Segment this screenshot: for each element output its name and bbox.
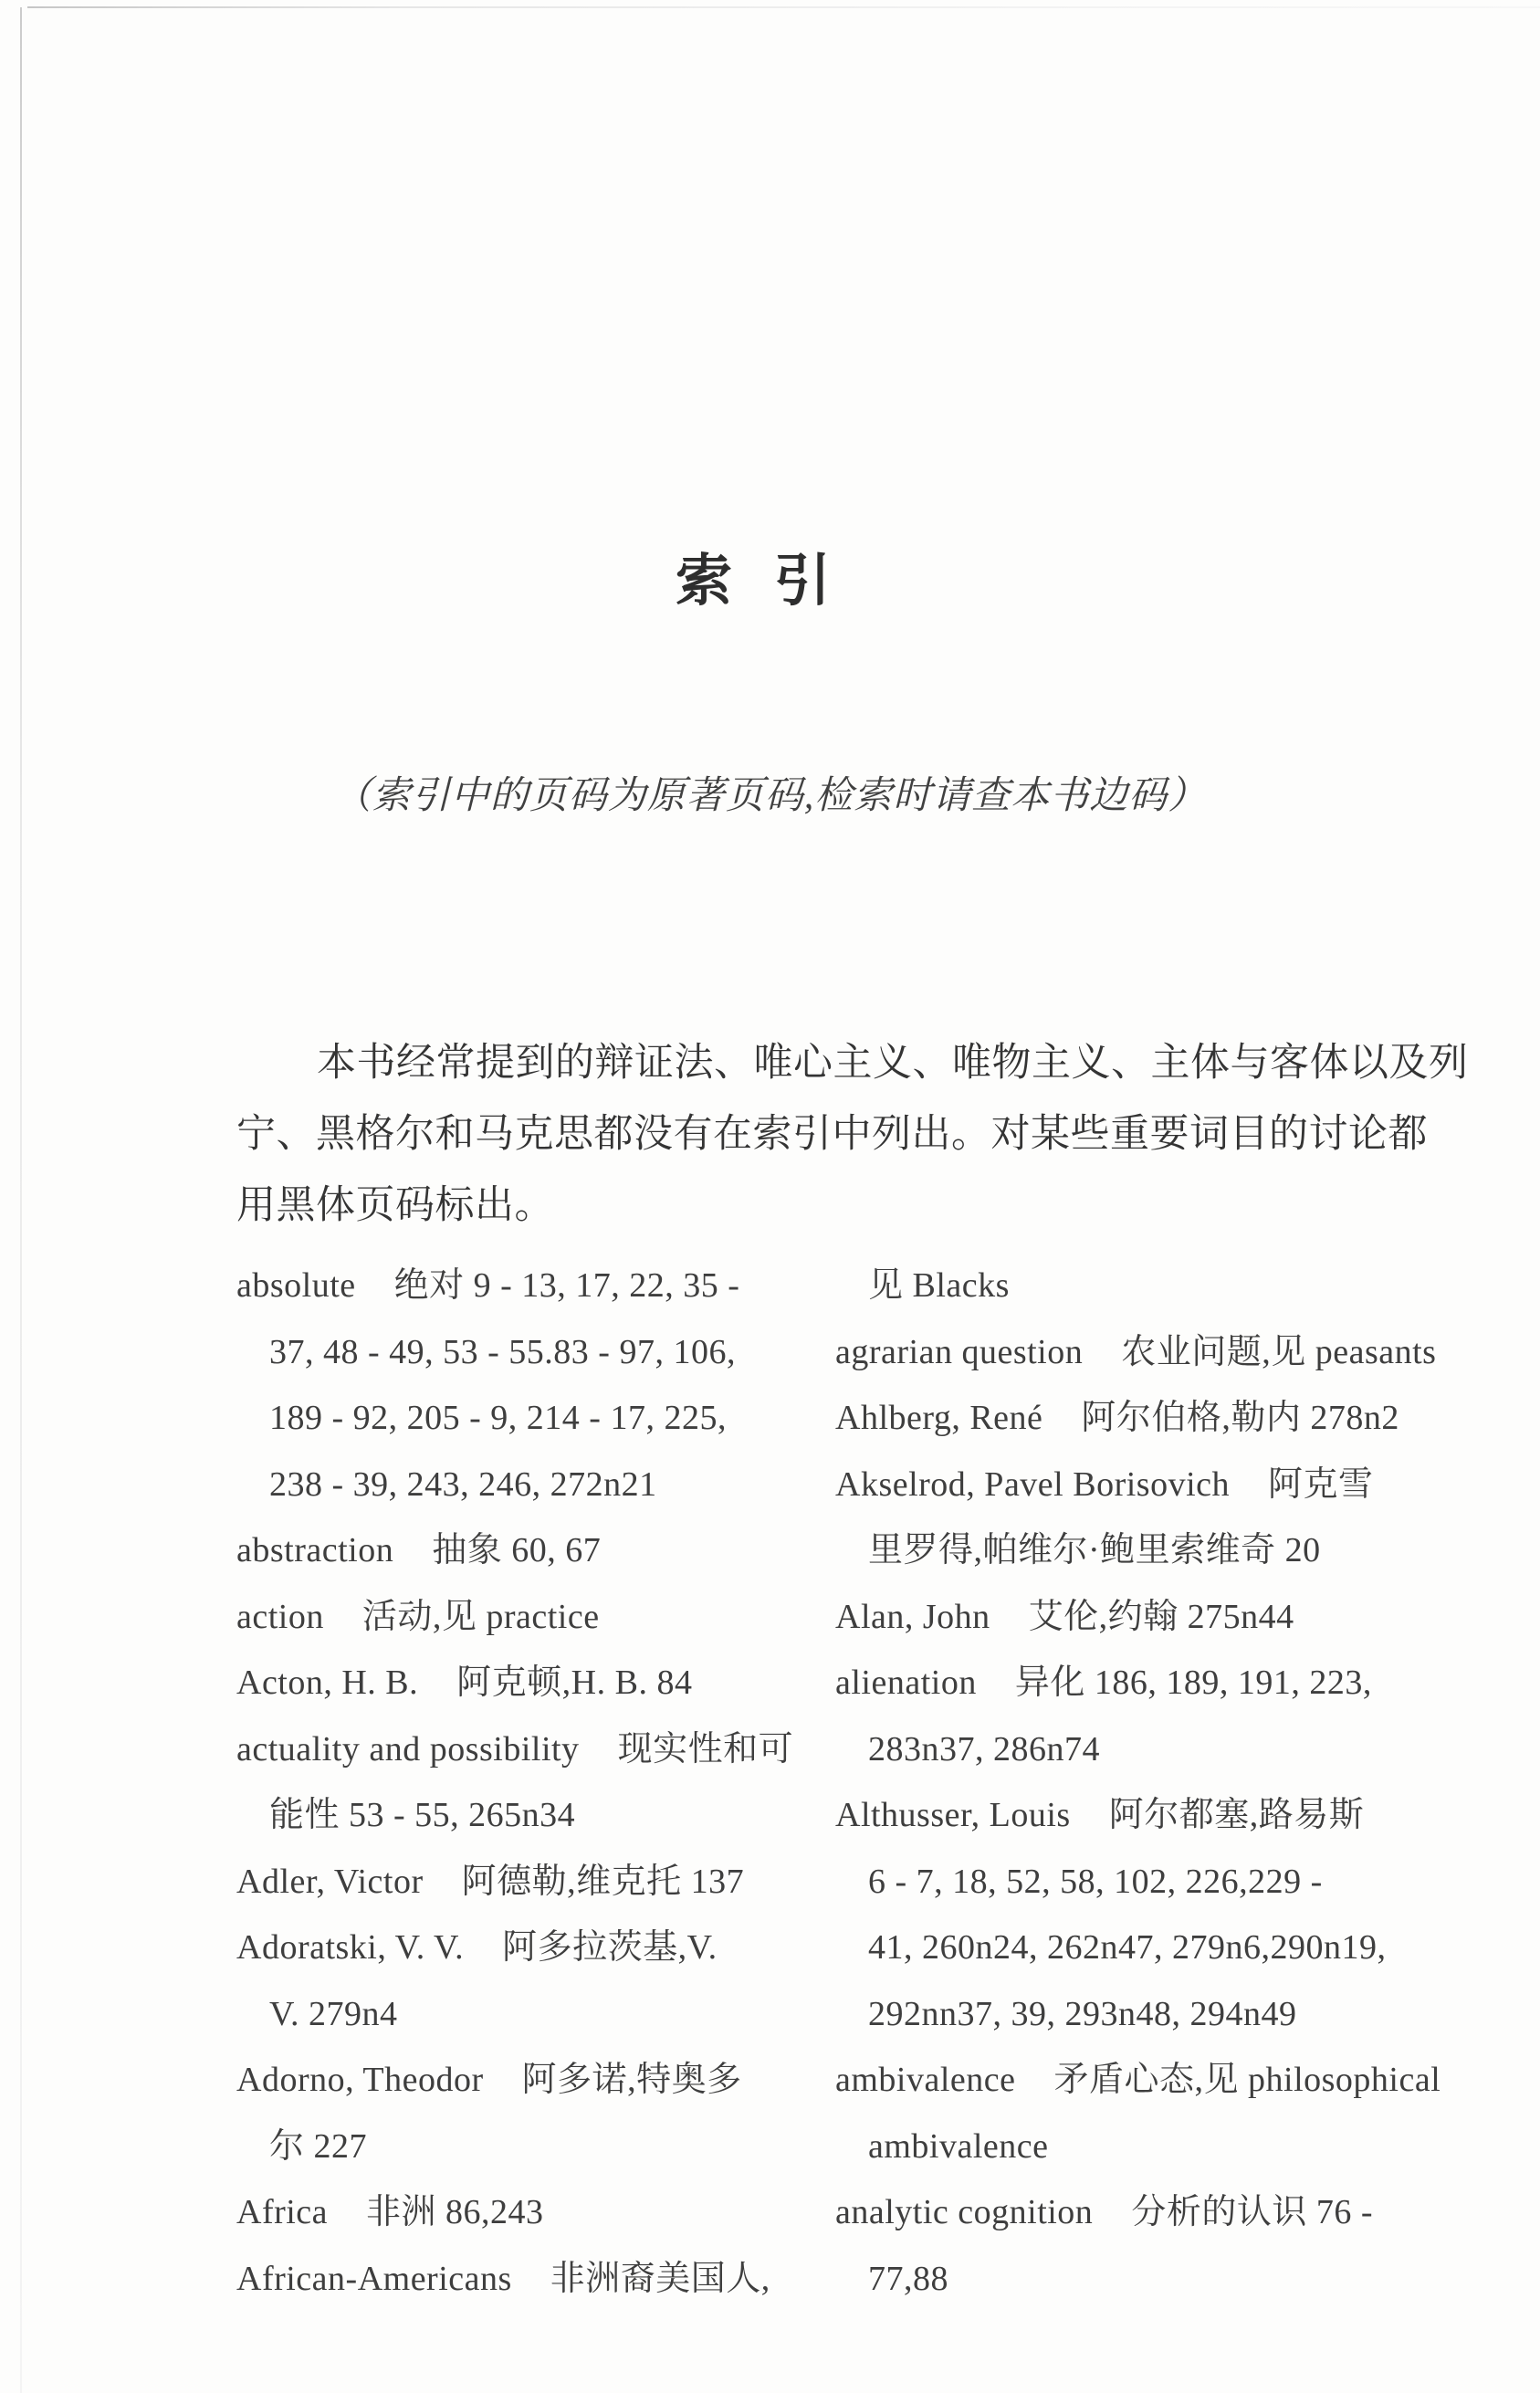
entry-translation: 绝对 9 - 13, 17, 22, 35 - (393, 1266, 740, 1305)
entry-translation: 阿德勒,维克托 137 (461, 1862, 745, 1901)
entry-translation: 矛盾心态,见 philosophical (1053, 2061, 1441, 2099)
entry-term: ambivalence (835, 2061, 1016, 2099)
index-entry-line (835, 2114, 1409, 2180)
entry-translation: 农业问题,见 peasants (1121, 1332, 1437, 1371)
index-entry-line (835, 1584, 1409, 1651)
entry-text: 189 - 92, 205 - 9, 214 - 17, 225, (269, 1399, 727, 1437)
intro-line (236, 1028, 1469, 1099)
entry-term: Alan, John (835, 1597, 990, 1636)
entry-text: 41, 260n24, 262n47, 279n6,290n19, (868, 1928, 1387, 1967)
entry-translation: 阿多诺,特奥多 (521, 2061, 742, 2099)
index-entry-line (236, 1319, 784, 1386)
index-entry-line (236, 1716, 794, 1783)
intro-line (236, 1099, 1428, 1170)
index-entry-line (236, 2179, 784, 2246)
entry-text: ambivalence (868, 2126, 1049, 2166)
entry-translation: 艾伦,约翰 275n44 (1028, 1597, 1294, 1636)
entry-term: Althusser, Louis (835, 1796, 1071, 1834)
index-column-right (835, 1253, 1441, 2312)
page-edge-left-line (20, 7, 22, 2393)
entry-translation: 分析的认识 76 - (1131, 2193, 1373, 2231)
index-entry-line (835, 1650, 1409, 1716)
index-entry-line (236, 1452, 784, 1518)
entry-text: 283n37, 286n74 (868, 1729, 1100, 1769)
index-entry-line (835, 1915, 1409, 1981)
index-entry-line (835, 1319, 1437, 1386)
entry-translation: 活动,见 practice (361, 1597, 600, 1636)
entry-text: 本书经常提到的辩证法、唯心主义、唯物主义、主体与客体以及列 (317, 1042, 1469, 1085)
index-entry-line (835, 2179, 1409, 2246)
entry-translation: 阿克顿,H. B. 84 (456, 1664, 693, 1702)
index-entry-line (236, 2114, 784, 2180)
entry-translation: 阿尔伯格,勒内 278n2 (1081, 1399, 1399, 1437)
entry-text: 宁、黑格尔和马克思都没有在索引中列出。对某些重要词目的讨论都 (236, 1113, 1428, 1156)
index-entry-line (835, 2047, 1441, 2114)
index-entry-line (835, 1385, 1409, 1452)
title-char-first: 索 (675, 550, 732, 613)
intro-paragraph (236, 1028, 1469, 1242)
entry-text: 见 Blacks (868, 1266, 1010, 1305)
entry-term: Akselrod, Pavel Borisovich (835, 1464, 1231, 1504)
index-entry-line (835, 1716, 1409, 1783)
index-entry-line (835, 1253, 1409, 1319)
entry-text: 用黑体页码标出。 (236, 1184, 554, 1227)
entry-text: 37, 48 - 49, 53 - 55.83 - 97, 106, (269, 1332, 736, 1371)
title-char-second: 引 (774, 550, 832, 613)
entry-translation: 异化 186, 189, 191, 223, (1014, 1664, 1372, 1702)
subtitle-note: （索引中的页码为原著页码,检索时请查本书边码） (332, 775, 1208, 817)
entry-term: absolute (236, 1266, 356, 1305)
entry-term: Adoratski, V. V. (236, 1928, 465, 1967)
entry-text: 238 - 39, 243, 246, 272n21 (269, 1464, 657, 1504)
entry-translation: 抽象 60, 67 (432, 1531, 602, 1569)
entry-term: Africa (236, 2193, 329, 2231)
entry-term: Acton, H. B. (236, 1664, 419, 1702)
index-entry-line (236, 1650, 784, 1716)
index-entry-line (236, 1385, 784, 1452)
index-entry-line (236, 1517, 784, 1584)
entry-text: 能性 53 - 55, 265n34 (269, 1796, 576, 1834)
index-entry-line (236, 1584, 784, 1651)
entry-term: Ahlberg, René (835, 1399, 1043, 1437)
entry-text: 292nn37, 39, 293n48, 294n49 (868, 1994, 1297, 2033)
index-column-left (236, 1253, 794, 2312)
page-title (0, 535, 1506, 616)
entry-text: 尔 227 (269, 2126, 368, 2166)
entry-translation: 非洲裔美国人, (550, 2259, 770, 2298)
intro-line (236, 1170, 1414, 1242)
index-entry-line (835, 1849, 1409, 1915)
index-entry-line (236, 2047, 784, 2114)
index-entry-line (835, 1981, 1409, 2048)
entry-term: action (236, 1597, 324, 1636)
entry-text: V. 279n4 (269, 1994, 398, 2033)
index-entry-line (236, 2246, 784, 2313)
entry-term: Adler, Victor (236, 1862, 424, 1901)
entry-term: African-Americans (236, 2259, 512, 2298)
index-entry-line (236, 1981, 784, 2048)
entry-term: alienation (835, 1664, 977, 1702)
index-entry-line (835, 1782, 1409, 1849)
entry-term: abstraction (236, 1531, 394, 1569)
entry-translation: 阿多拉茨基,V. (502, 1928, 718, 1967)
entry-translation: 非洲 86,243 (366, 2193, 544, 2231)
index-entry-line (236, 1253, 784, 1319)
entry-term: Adorno, Theodor (236, 2061, 484, 2099)
entry-translation: 阿尔都塞,路易斯 (1108, 1796, 1365, 1834)
index-entry-line (236, 1849, 784, 1915)
entry-translation: 阿克雪 (1268, 1464, 1374, 1504)
index-entry-line (835, 2246, 1409, 2313)
index-entry-line (236, 1915, 784, 1981)
index-entry-line (835, 1452, 1409, 1518)
entry-translation: 现实性和可 (617, 1729, 794, 1769)
entry-term: analytic cognition (835, 2193, 1094, 2231)
index-entry-line (835, 1517, 1409, 1584)
entry-term: actuality and possibility (236, 1729, 580, 1769)
page-edge-top-line (27, 6, 1540, 8)
entry-term: agrarian question (835, 1332, 1084, 1371)
entry-text: 里罗得,帕维尔·鲍里索维奇 20 (868, 1531, 1321, 1569)
index-entry-line (236, 1782, 784, 1849)
entry-text: 77,88 (868, 2259, 948, 2298)
entry-text: 6 - 7, 18, 52, 58, 102, 226,229 - (868, 1862, 1323, 1901)
